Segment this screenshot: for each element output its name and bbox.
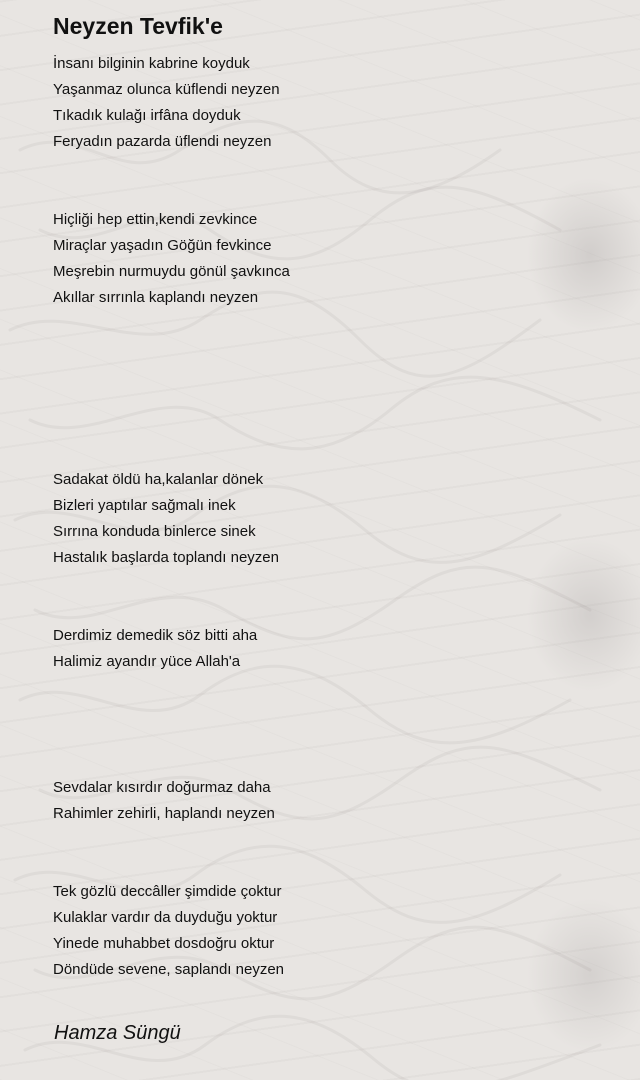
- poem-line: Tıkadık kulağı irfâna doyduk: [53, 107, 241, 124]
- poem-line: Derdimiz demedik söz bitti aha: [53, 627, 258, 644]
- stanza-2: [53, 207, 613, 311]
- poem-line: Feryadın pazarda üflendi neyzen: [53, 133, 272, 150]
- poem-line: Miraçlar yaşadın Göğün fevkince: [53, 237, 272, 254]
- poem-line: Rahimler zehirli, haplandı neyzen: [53, 805, 275, 822]
- poem-author: Hamza Süngü: [54, 1022, 181, 1044]
- poem-line: İnsanı bilginin kabrine koyduk: [53, 55, 250, 72]
- stanza-4: [53, 623, 613, 675]
- poem-line: Sırrına konduda binlerce sinek: [53, 523, 256, 540]
- poem-line: Bizleri yaptılar sağmalı inek: [53, 497, 236, 514]
- stanza-3: [53, 467, 613, 571]
- poem-line: Tek gözlü deccâller şimdide çoktur: [53, 883, 282, 900]
- stanza-6: [53, 879, 613, 983]
- poem-line: Hiçliği hep ettin,kendi zevkince: [53, 211, 258, 228]
- stanza-5: [53, 775, 613, 827]
- poem-line: Sadakat öldü ha,kalanlar dönek: [53, 471, 264, 488]
- poem-line: Kulaklar vardır da duyduğu yoktur: [53, 909, 278, 926]
- poem-line: Döndüde sevene, saplandı neyzen: [53, 961, 285, 978]
- poem-line: Sevdalar kısırdır doğurmaz daha: [53, 779, 271, 796]
- poem-line: Akıllar sırrınla kaplandı neyzen: [53, 289, 259, 306]
- poem-title: Neyzen Tevfik'e: [53, 13, 223, 39]
- poem-line: Yinede muhabbet dosdoğru oktur: [53, 935, 275, 952]
- poem-line: Meşrebin nurmuydu gönül şavkınca: [53, 263, 290, 280]
- stanza-1: [53, 51, 613, 155]
- poem-line: Yaşanmaz olunca küflendi neyzen: [53, 81, 280, 98]
- poem-line: Halimiz ayandır yüce Allah'a: [53, 653, 241, 670]
- poem-container: [53, 10, 613, 983]
- poem-line: Hastalık başlarda toplandı neyzen: [53, 549, 279, 566]
